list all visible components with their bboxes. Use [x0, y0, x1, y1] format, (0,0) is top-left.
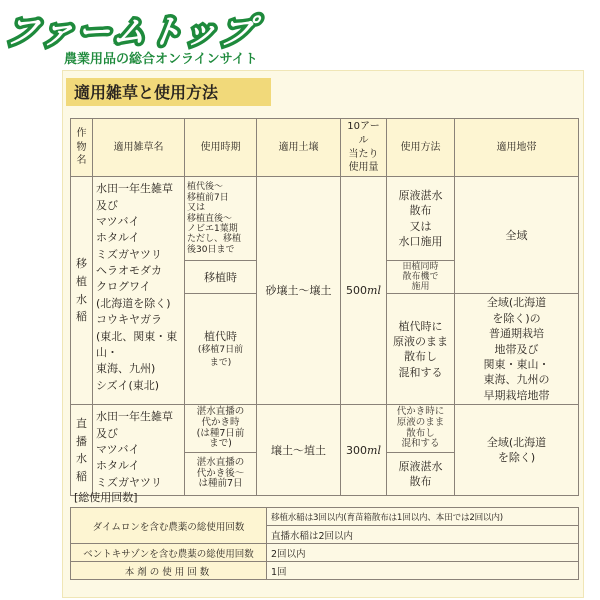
timing-direct-2: 湛水直播の 代かき後～ は種前7日	[185, 452, 257, 495]
region-direct: 全域(北海道 を除く)	[455, 405, 579, 496]
timing-transplant-3: 植代時 (移植7日前 まで)	[185, 294, 257, 405]
header-method: 使用方法	[387, 119, 455, 177]
table-row	[71, 544, 579, 562]
total-use-value-product: 1回	[267, 562, 579, 580]
total-use-label-product: 本剤の使用回数	[71, 562, 267, 580]
logo-subtitle: 農業用品の総合オンラインサイト	[64, 52, 258, 67]
table-row	[71, 405, 579, 453]
header-weeds: 適用雑草名	[93, 119, 185, 177]
method-direct-2: 原液湛水 散布	[387, 452, 455, 495]
method-direct-1: 代かき時に 原液のまま 散布し 混和する	[387, 405, 455, 453]
soil-transplant: 砂壌土～壌土	[257, 177, 341, 405]
total-use-label-bentoxazone: ベントキサゾンを含む農薬の総使用回数	[71, 544, 267, 562]
logo-title: ファームトップ	[2, 12, 259, 51]
timing-transplant-1: 植代後～ 移植前7日 又は 移植直後～ ノビエ1葉期 ただし、移植 後30日まで	[185, 177, 257, 261]
header-region: 適用地帯	[455, 119, 579, 177]
total-use-table	[70, 507, 579, 580]
site-logo[interactable]	[2, 6, 336, 68]
usage-table	[70, 118, 579, 496]
header-soil: 適用土壌	[257, 119, 341, 177]
weeds-direct: 水田一年生雑草 及び マツバイ ホタルイ ミズガヤツリ	[93, 405, 185, 496]
crop-transplant-rice: 移 植 水 稲	[71, 177, 93, 405]
weeds-transplant: 水田一年生雑草 及び マツバイ ホタルイ ミズガヤツリ ヘラオモダカ クログワイ (北海道を除く) コウキヤガラ (東北、関東・東山・ 東海、九州) シズイ(東北)	[93, 177, 185, 405]
header-crop: 作 物 名	[71, 119, 93, 177]
timing-transplant-2: 移植時	[185, 261, 257, 294]
table-row	[71, 562, 579, 580]
method-transplant-2: 田植同時 散布機で 施用	[387, 261, 455, 294]
table-row	[71, 508, 579, 526]
method-transplant-3: 植代時に 原液のまま 散布し 混和する	[387, 294, 455, 405]
header-dose: 10アール 当たり 使用量	[341, 119, 387, 177]
soil-direct: 壌土～埴土	[257, 405, 341, 496]
dose-direct: 300ml	[341, 405, 387, 496]
region-transplant-2: 全域(北海道 を除く)の 普通期栽培 地帯及び 関東・東山・ 東海、九州の 早期栽培地帯	[455, 294, 579, 405]
table-header-row	[71, 119, 579, 177]
region-transplant-1: 全域	[455, 177, 579, 294]
total-use-value-daimuron-1: 移植水稲は3回以内(育苗箱散布は1回以内、本田では2回以内)	[267, 508, 579, 526]
header-timing: 使用時期	[185, 119, 257, 177]
total-use-value-bentoxazone: 2回以内	[267, 544, 579, 562]
dose-transplant: 500ml	[341, 177, 387, 405]
method-transplant-1: 原液湛水 散布 又は 水口施用	[387, 177, 455, 261]
total-use-title: [総使用回数]	[74, 491, 138, 504]
crop-direct-rice: 直 播 水 稲	[71, 405, 93, 496]
section-title: 適用雑草と使用方法	[74, 83, 219, 102]
total-use-value-daimuron-2: 直播水稲は2回以内	[267, 526, 579, 544]
timing-direct-1: 湛水直播の 代かき時 (は種7日前 まで)	[185, 405, 257, 453]
table-row	[71, 177, 579, 261]
total-use-label-daimuron: ダイムロンを含む農薬の総使用回数	[71, 508, 267, 544]
